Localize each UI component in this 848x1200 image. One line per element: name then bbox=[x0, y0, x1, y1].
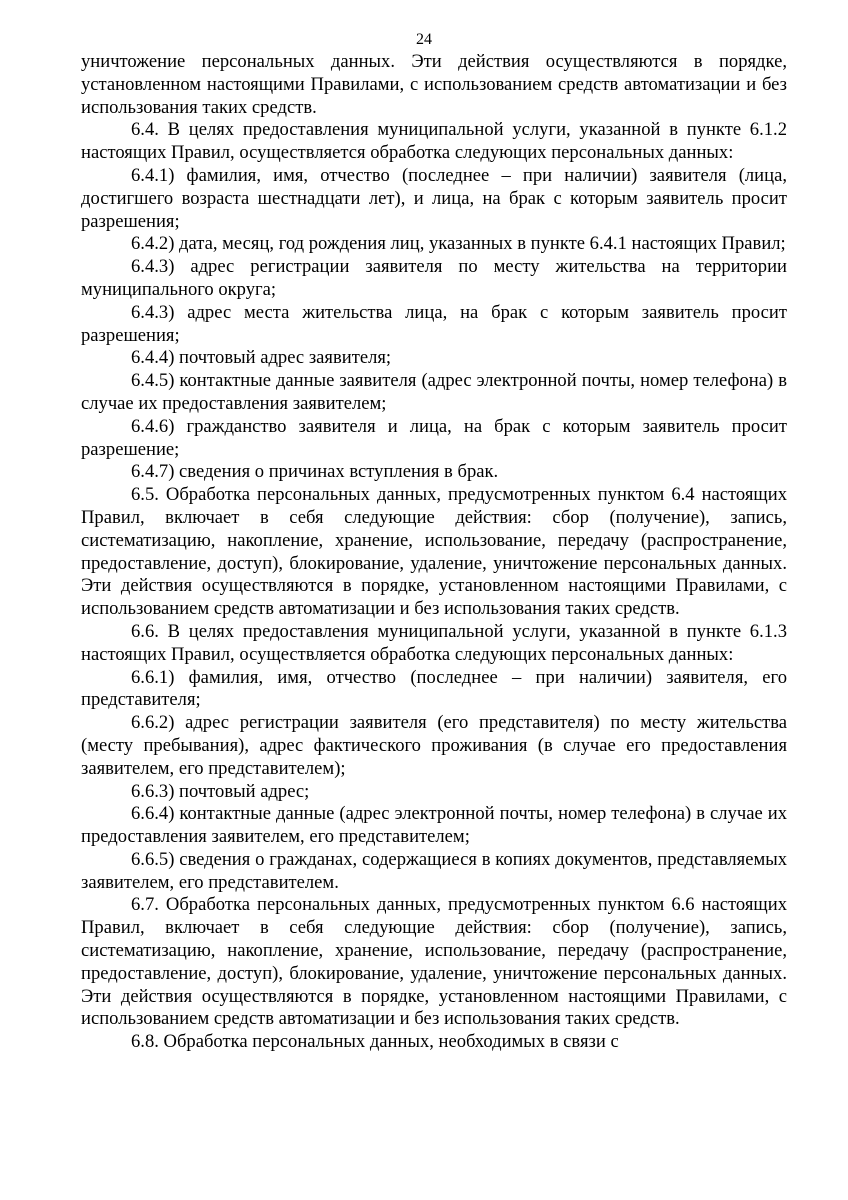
paragraph-6-7: 6.7. Обработка персональных данных, предусмотренных пунктом 6.6 настоящих Правил, включает в себя следующие действия: сбор (получение), запись, систематизацию, накопление, хранение, использование, передачу (распространение, предоставление, доступ), блокирование, удаление, уничтожение персональных данных. Эти действия осуществляются в порядке, установленном настоящими Правилами, с использованием средств автоматизации и без использования таких средств. bbox=[81, 894, 787, 1030]
paragraph-6-6-5: 6.6.5) сведения о гражданах, содержащиеся в копиях документов, представляемых заявителем, его представителем. bbox=[81, 848, 787, 893]
paragraph-6-8: 6.8. Обработка персональных данных, необходимых в связи с bbox=[131, 1031, 619, 1053]
paragraph-6-4-4: 6.4.4) почтовый адрес заявителя; bbox=[131, 347, 392, 369]
paragraph-6-4-2: 6.4.2) дата, месяц, год рождения лиц, указанных в пункте 6.4.1 настоящих Правил; bbox=[131, 233, 786, 255]
paragraph-6-4-3-b: 6.4.3) адрес места жительства лица, на брак с которым заявитель просит разрешения; bbox=[81, 301, 787, 346]
paragraph-6-4-5: 6.4.5) контактные данные заявителя (адрес электронной почты, номер телефона) в случае их предоставления заявителем; bbox=[81, 370, 787, 414]
paragraph-6-6: 6.6. В целях предоставления муниципальной услуги, указанной в пункте 6.1.3 настоящих Правил, осуществляется обработка следующих персональных данных: bbox=[81, 620, 787, 665]
paragraph-6-4-1: 6.4.1) фамилия, имя, отчество (последнее – при наличии) заявителя (лица, достигшего возраста шестнадцати лет), и лица, на брак с которым заявитель просит разрешения; bbox=[81, 164, 787, 232]
paragraph-6-6-2: 6.6.2) адрес регистрации заявителя (его представителя) по месту жительства (месту пребывания), адрес фактического проживания (в случае его предоставления заявителем, его представителем); bbox=[81, 712, 787, 779]
paragraph-6-6-4: 6.6.4) контактные данные (адрес электронной почты, номер телефона) в случае их предоставления заявителем, его представителем; bbox=[81, 803, 787, 848]
paragraph-6-4: 6.4. В целях предоставления муниципальной услуги, указанной в пункте 6.1.2 настоящих Правил, осуществляется обработка следующих персональных данных: bbox=[81, 119, 787, 164]
paragraph-6-5: 6.5. Обработка персональных данных, предусмотренных пунктом 6.4 настоящих Правил, включает в себя следующие действия: сбор (получение), запись, систематизацию, накопление, хранение, использование, передачу (распространение, предоставление, доступ), блокирование, удаление, уничтожение персональных данных. Эти действия осуществляются в порядке, установленном настоящими Правилами, с использованием средств автоматизации и без использования таких средств. bbox=[81, 484, 787, 620]
paragraph-6-4-3-a: 6.4.3) адрес регистрации заявителя по месту жительства на территории муниципального округа; bbox=[81, 256, 787, 300]
paragraph-6-6-1: 6.6.1) фамилия, имя, отчество (последнее – при наличии) заявителя, его представителя; bbox=[81, 666, 787, 711]
document-body bbox=[81, 51, 787, 1054]
page-number: 24 bbox=[416, 31, 432, 48]
paragraph-6-6-3: 6.6.3) почтовый адрес; bbox=[131, 780, 310, 802]
paragraph-6-4-7: 6.4.7) сведения о причинах вступления в брак. bbox=[131, 461, 499, 483]
paragraph-6-4-6: 6.4.6) гражданство заявителя и лица, на брак с которым заявитель просит разрешение; bbox=[81, 415, 787, 460]
paragraph-continuation: уничтожение персональных данных. Эти действия осуществляются в порядке, установленном настоящими Правилами, с использованием средств автоматизации и без использования таких средств. bbox=[81, 51, 787, 118]
